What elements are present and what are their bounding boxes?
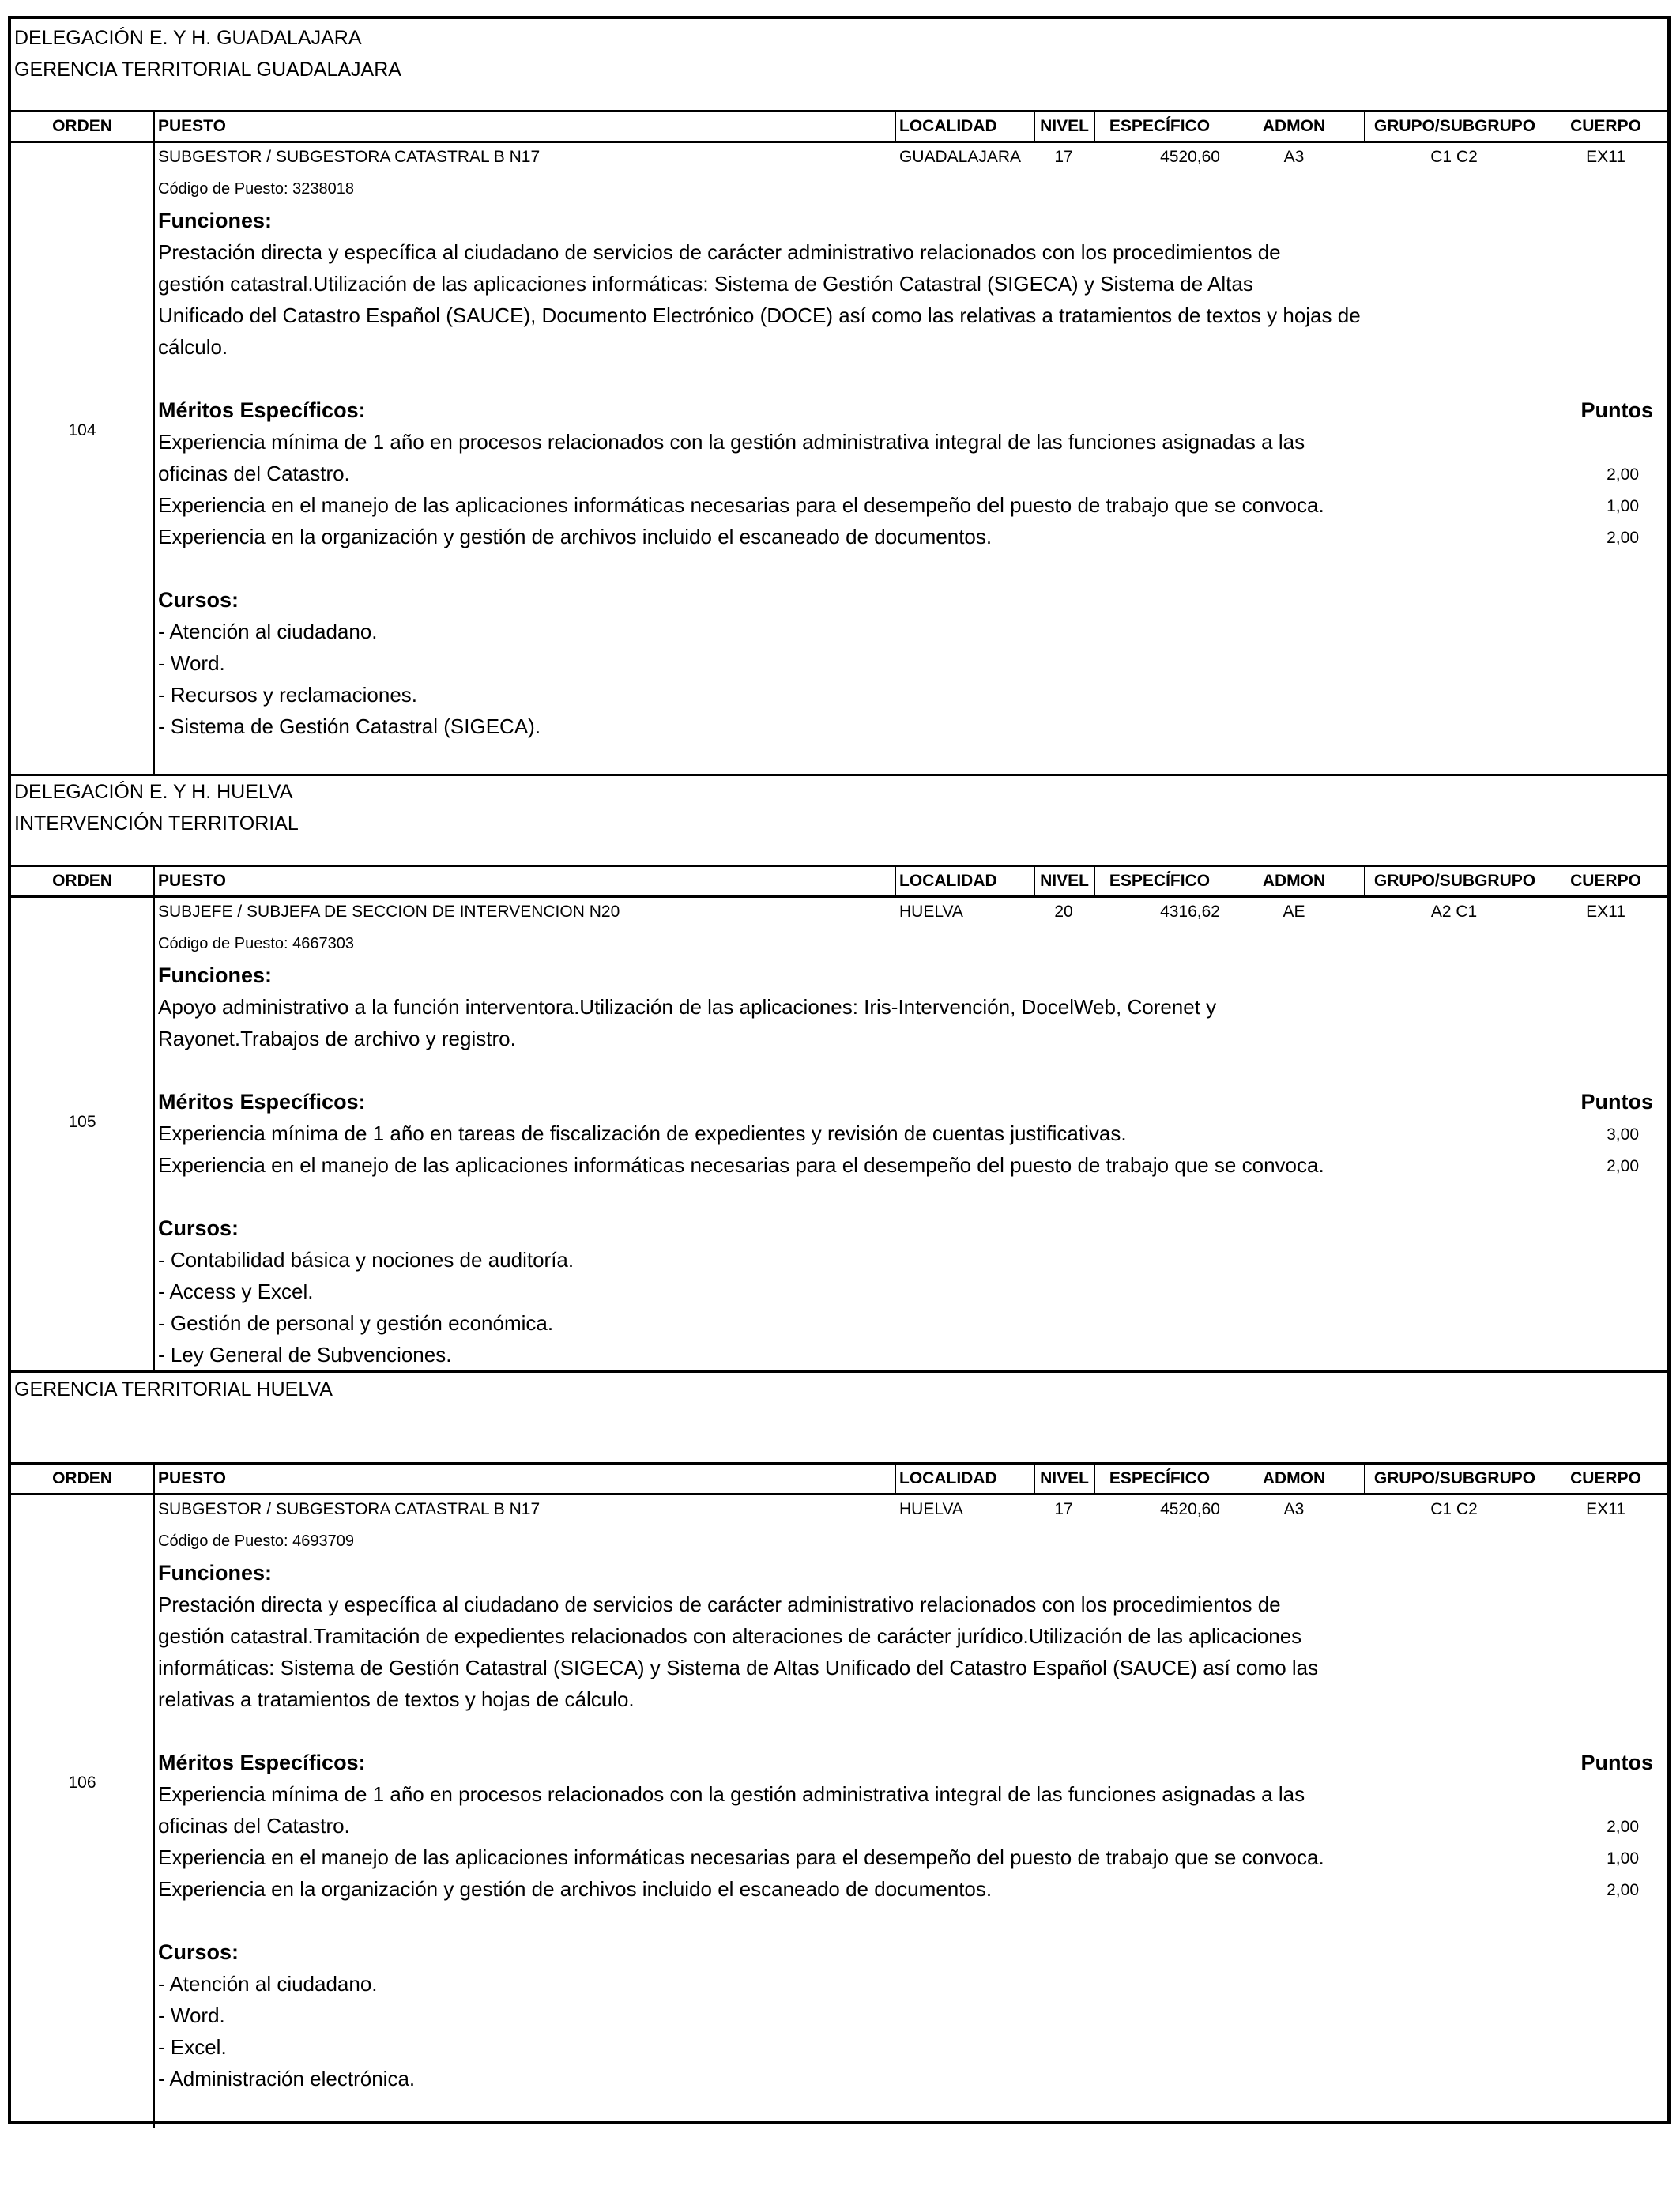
meritos-heading: Méritos Específicos:	[158, 398, 366, 422]
merito-puntos: 2,00	[1607, 466, 1639, 484]
funciones-line: gestión catastral.Utilización de las aplicaciones informáticas: Sistema de Gestión Catastral (SIGECA) y Sistema de Altas	[158, 272, 1253, 296]
admon-value: A3	[1283, 148, 1305, 166]
puntos-heading: Puntos	[1580, 398, 1653, 422]
curso-line: - Administración electrónica.	[158, 2067, 416, 2090]
nivel-value: 20	[1054, 903, 1073, 921]
puesto-title: SUBGESTOR / SUBGESTORA CATASTRAL B N17	[158, 1500, 541, 1518]
codigo-puesto: Código de Puesto: 3238018	[158, 180, 354, 198]
curso-line: - Word.	[158, 2004, 225, 2027]
curso-line: - Sistema de Gestión Catastral (SIGECA).	[158, 714, 541, 738]
cursos-heading: Cursos:	[158, 1940, 239, 1964]
column-header-especifico: ESPECÍFICO	[1094, 1465, 1224, 1493]
column-header-orden: ORDEN	[52, 1469, 112, 1487]
column-header-row	[11, 1462, 1667, 1495]
funciones-line: Prestación directa y específica al ciudadano de servicios de carácter administrativo relacionados con los procedimientos de	[158, 240, 1281, 264]
merito-puntos: 2,00	[1607, 1157, 1639, 1175]
curso-line: - Access y Excel.	[158, 1280, 314, 1303]
admon-value: A3	[1283, 1500, 1305, 1518]
orden-number: 106	[68, 1774, 96, 1792]
column-header-localidad: LOCALIDAD	[895, 112, 1034, 141]
column-header-especifico: ESPECÍFICO	[1094, 112, 1224, 141]
column-header-especifico: ESPECÍFICO	[1094, 867, 1224, 895]
funciones-line: gestión catastral.Tramitación de expedientes relacionados con alteraciones de carácter jurídico.Utilización de las aplicaciones	[158, 1624, 1302, 1648]
puntos-heading: Puntos	[1580, 1751, 1653, 1774]
funciones-line: informáticas: Sistema de Gestión Catastral (SIGECA) y Sistema de Altas Unificado del Catastro Español (SAUCE) así como las	[158, 1656, 1319, 1679]
section-header-line: INTERVENCIÓN TERRITORIAL	[14, 812, 299, 835]
column-header-row	[11, 865, 1667, 898]
orden-number: 105	[68, 1113, 96, 1131]
document-page	[8, 16, 1671, 2124]
curso-line: - Gestión de personal y gestión económica.	[158, 1311, 554, 1335]
cuerpo-value: EX11	[1586, 148, 1625, 166]
puesto-title: SUBJEFE / SUBJEFA DE SECCION DE INTERVENCION N20	[158, 903, 620, 921]
codigo-puesto: Código de Puesto: 4693709	[158, 1532, 354, 1550]
merito-puntos: 2,00	[1607, 529, 1639, 547]
section-header-line: GERENCIA TERRITORIAL HUELVA	[14, 1378, 333, 1400]
merito-puntos: 1,00	[1607, 1849, 1639, 1868]
funciones-line: cálculo.	[158, 335, 228, 359]
column-header-orden: ORDEN	[52, 117, 112, 135]
curso-line: - Word.	[158, 651, 225, 675]
block-bottom-rule	[11, 1370, 1667, 1373]
puesto-title: SUBGESTOR / SUBGESTORA CATASTRAL B N17	[158, 148, 541, 166]
nivel-value: 17	[1054, 1500, 1073, 1518]
curso-line: - Atención al ciudadano.	[158, 620, 378, 643]
column-header-orden: ORDEN	[52, 872, 112, 890]
admon-value: AE	[1283, 903, 1305, 921]
localidad-value: HUELVA	[899, 1500, 963, 1518]
column-header-localidad: LOCALIDAD	[895, 867, 1034, 895]
merito-line: oficinas del Catastro.	[158, 1814, 350, 1838]
column-header-grupo: GRUPO/SUBGRUPO	[1364, 867, 1544, 895]
merito-puntos: 2,00	[1607, 1881, 1639, 1899]
grupo-value: A2 C1	[1430, 903, 1478, 921]
localidad-value: HUELVA	[899, 903, 963, 921]
column-header-puesto: PUESTO	[153, 1465, 895, 1493]
column-header-nivel: NIVEL	[1034, 1465, 1094, 1493]
curso-line: - Ley General de Subvenciones.	[158, 1343, 452, 1367]
curso-line: - Recursos y reclamaciones.	[158, 683, 417, 707]
merito-line: Experiencia en el manejo de las aplicaciones informáticas necesarias para el desempeño del puesto de trabajo que se convoca.	[158, 1845, 1324, 1869]
column-header-row	[11, 110, 1667, 143]
column-header-puesto: PUESTO	[153, 112, 895, 141]
column-header-cuerpo: CUERPO	[1570, 117, 1641, 135]
curso-line: - Atención al ciudadano.	[158, 1972, 378, 1996]
cursos-heading: Cursos:	[158, 588, 239, 612]
merito-line: Experiencia en la organización y gestión de archivos incluido el escaneado de documentos.	[158, 1877, 993, 1901]
cuerpo-value: EX11	[1586, 903, 1625, 921]
meritos-heading: Méritos Específicos:	[158, 1751, 366, 1774]
grupo-value: C1 C2	[1430, 1500, 1478, 1518]
curso-line: - Excel.	[158, 2035, 227, 2059]
merito-line: Experiencia mínima de 1 año en procesos relacionados con la gestión administrativa integral de las funciones asignadas a las	[158, 430, 1305, 454]
column-header-nivel: NIVEL	[1034, 112, 1094, 141]
merito-line: oficinas del Catastro.	[158, 462, 350, 485]
cursos-heading: Cursos:	[158, 1216, 239, 1240]
column-header-grupo: GRUPO/SUBGRUPO	[1364, 112, 1544, 141]
merito-line: Experiencia en la organización y gestión de archivos incluido el escaneado de documentos.	[158, 525, 993, 548]
especifico-value: 4520,60	[1160, 1500, 1220, 1518]
funciones-line: relativas a tratamientos de textos y hojas de cálculo.	[158, 1687, 635, 1711]
merito-puntos: 3,00	[1607, 1125, 1639, 1144]
column-header-admon: ADMON	[1262, 1469, 1326, 1487]
column-header-cuerpo: CUERPO	[1570, 872, 1641, 890]
section-header-line: DELEGACIÓN E. Y H. GUADALAJARA	[14, 27, 362, 49]
column-header-nivel: NIVEL	[1034, 867, 1094, 895]
grupo-value: C1 C2	[1430, 148, 1478, 166]
funciones-heading: Funciones:	[158, 1561, 273, 1585]
section-header-line: GERENCIA TERRITORIAL GUADALAJARA	[14, 58, 401, 81]
meritos-heading: Méritos Específicos:	[158, 1090, 366, 1114]
orden-divider	[153, 143, 155, 774]
cuerpo-value: EX11	[1586, 1500, 1625, 1518]
merito-line: Experiencia en el manejo de las aplicaciones informáticas necesarias para el desempeño del puesto de trabajo que se convoca.	[158, 493, 1324, 517]
column-header-admon: ADMON	[1262, 872, 1326, 890]
column-header-grupo: GRUPO/SUBGRUPO	[1364, 1465, 1544, 1493]
funciones-heading: Funciones:	[158, 963, 273, 987]
nivel-value: 17	[1054, 148, 1073, 166]
funciones-heading: Funciones:	[158, 209, 273, 232]
localidad-value: GUADALAJARA	[899, 148, 1022, 166]
merito-puntos: 2,00	[1607, 1818, 1639, 1836]
merito-line: Experiencia en el manejo de las aplicaciones informáticas necesarias para el desempeño del puesto de trabajo que se convoca.	[158, 1153, 1324, 1177]
column-header-localidad: LOCALIDAD	[895, 1465, 1034, 1493]
curso-line: - Contabilidad básica y nociones de auditoría.	[158, 1248, 574, 1272]
funciones-line: Prestación directa y específica al ciudadano de servicios de carácter administrativo relacionados con los procedimientos de	[158, 1593, 1281, 1616]
orden-divider	[153, 898, 155, 1370]
section-header-line: DELEGACIÓN E. Y H. HUELVA	[14, 781, 293, 803]
merito-puntos: 1,00	[1607, 497, 1639, 515]
column-header-puesto: PUESTO	[153, 867, 895, 895]
column-header-admon: ADMON	[1262, 117, 1326, 135]
funciones-line: Rayonet.Trabajos de archivo y registro.	[158, 1027, 516, 1050]
puntos-heading: Puntos	[1580, 1090, 1653, 1114]
funciones-line: Unificado del Catastro Español (SAUCE), Documento Electrónico (DOCE) así como las relativas a tratamientos de textos y hojas de	[158, 303, 1361, 327]
merito-line: Experiencia mínima de 1 año en tareas de fiscalización de expedientes y revisión de cuentas justificativas.	[158, 1122, 1127, 1145]
funciones-line: Apoyo administrativo a la función interventora.Utilización de las aplicaciones: Iris-Intervención, DocelWeb, Corenet y	[158, 995, 1217, 1019]
especifico-value: 4316,62	[1160, 903, 1220, 921]
especifico-value: 4520,60	[1160, 148, 1220, 166]
merito-line: Experiencia mínima de 1 año en procesos relacionados con la gestión administrativa integral de las funciones asignadas a las	[158, 1782, 1305, 1806]
orden-number: 104	[68, 421, 96, 439]
orden-divider	[153, 1495, 155, 2128]
column-header-cuerpo: CUERPO	[1570, 1469, 1641, 1487]
codigo-puesto: Código de Puesto: 4667303	[158, 935, 354, 952]
